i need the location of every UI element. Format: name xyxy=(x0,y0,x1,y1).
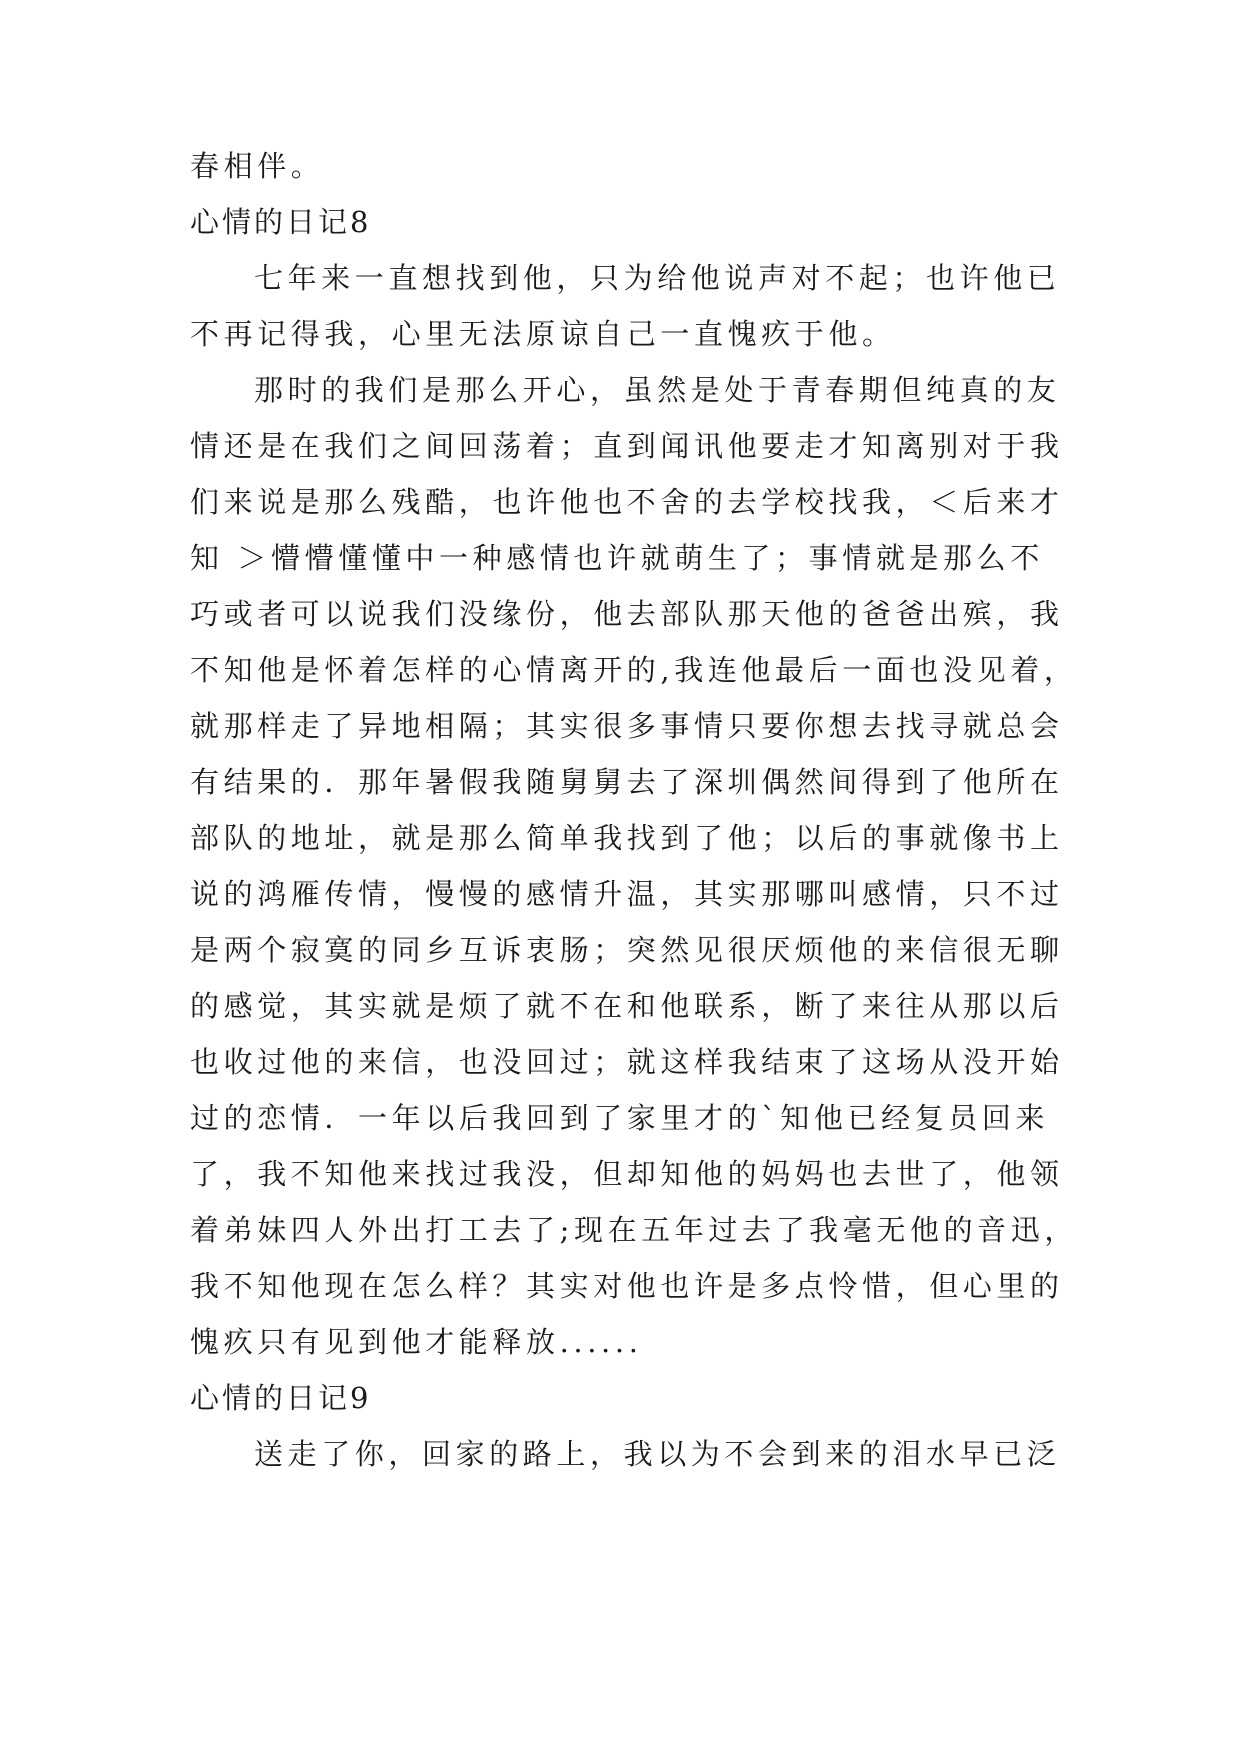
text-line: 不知他是怀着怎样的心情离开的,我连他最后一面也没见着， xyxy=(190,653,1078,687)
text-line: 着弟妹四人外出打工去了;现在五年过去了我毫无他的音迅， xyxy=(190,1213,1078,1247)
text-line: 就那样走了异地相隔；其实很多事情只要你想去找寻就总会 xyxy=(190,709,1064,743)
text-line: 过的恋情．一年以后我回到了家里才的`知他已经复员回来 xyxy=(190,1101,1050,1135)
text-line: 的感觉，其实就是烦了就不在和他联系，断了来往从那以后 xyxy=(190,989,1064,1023)
text-line: 是两个寂寞的同乡互诉衷肠；突然见很厌烦他的来信很无聊 xyxy=(190,933,1064,967)
text-line: 愧疚只有见到他才能释放...... xyxy=(190,1325,643,1359)
text-line: 春相伴。 xyxy=(190,149,325,183)
text-line: 部队的地址，就是那么简单我找到了他；以后的事就像书上 xyxy=(190,821,1064,855)
text-line: 有结果的．那年暑假我随舅舅去了深圳偶然间得到了他所在 xyxy=(190,765,1064,799)
text-line: 们来说是那么残酷，也许他也不舍的去学校找我，＜后来才 xyxy=(190,485,1064,519)
text-line: 送走了你，回家的路上，我以为不会到来的泪水早已泛 xyxy=(254,1437,1061,1471)
text-line: 七年来一直想找到他，只为给他说声对不起；也许他已 xyxy=(254,261,1061,295)
text-line: 了，我不知他来找过我没，但却知他的妈妈也去世了，他领 xyxy=(190,1157,1064,1191)
text-line: 情还是在我们之间回荡着；直到闻讯他要走才知离别对于我 xyxy=(190,429,1064,463)
text-line: 说的鸿雁传情，慢慢的感情升温，其实那哪叫感情，只不过 xyxy=(190,877,1064,911)
text-line: 我不知他现在怎么样？其实对他也许是多点怜惜，但心里的 xyxy=(190,1269,1064,1303)
text-line: 那时的我们是那么开心，虽然是处于青春期但纯真的友 xyxy=(254,373,1061,407)
text-line: 知 ＞懵懵懂懂中一种感情也许就萌生了；事情就是那么不 xyxy=(190,541,1044,575)
section-heading: 心情的日记8 xyxy=(190,205,372,239)
text-line: 也收过他的来信，也没回过；就这样我结束了这场从没开始 xyxy=(190,1045,1064,1079)
section-heading: 心情的日记9 xyxy=(190,1381,372,1415)
text-line: 巧或者可以说我们没缘份，他去部队那天他的爸爸出殡，我 xyxy=(190,597,1064,631)
text-line: 不再记得我，心里无法原谅自己一直愧疚于他。 xyxy=(190,317,896,351)
